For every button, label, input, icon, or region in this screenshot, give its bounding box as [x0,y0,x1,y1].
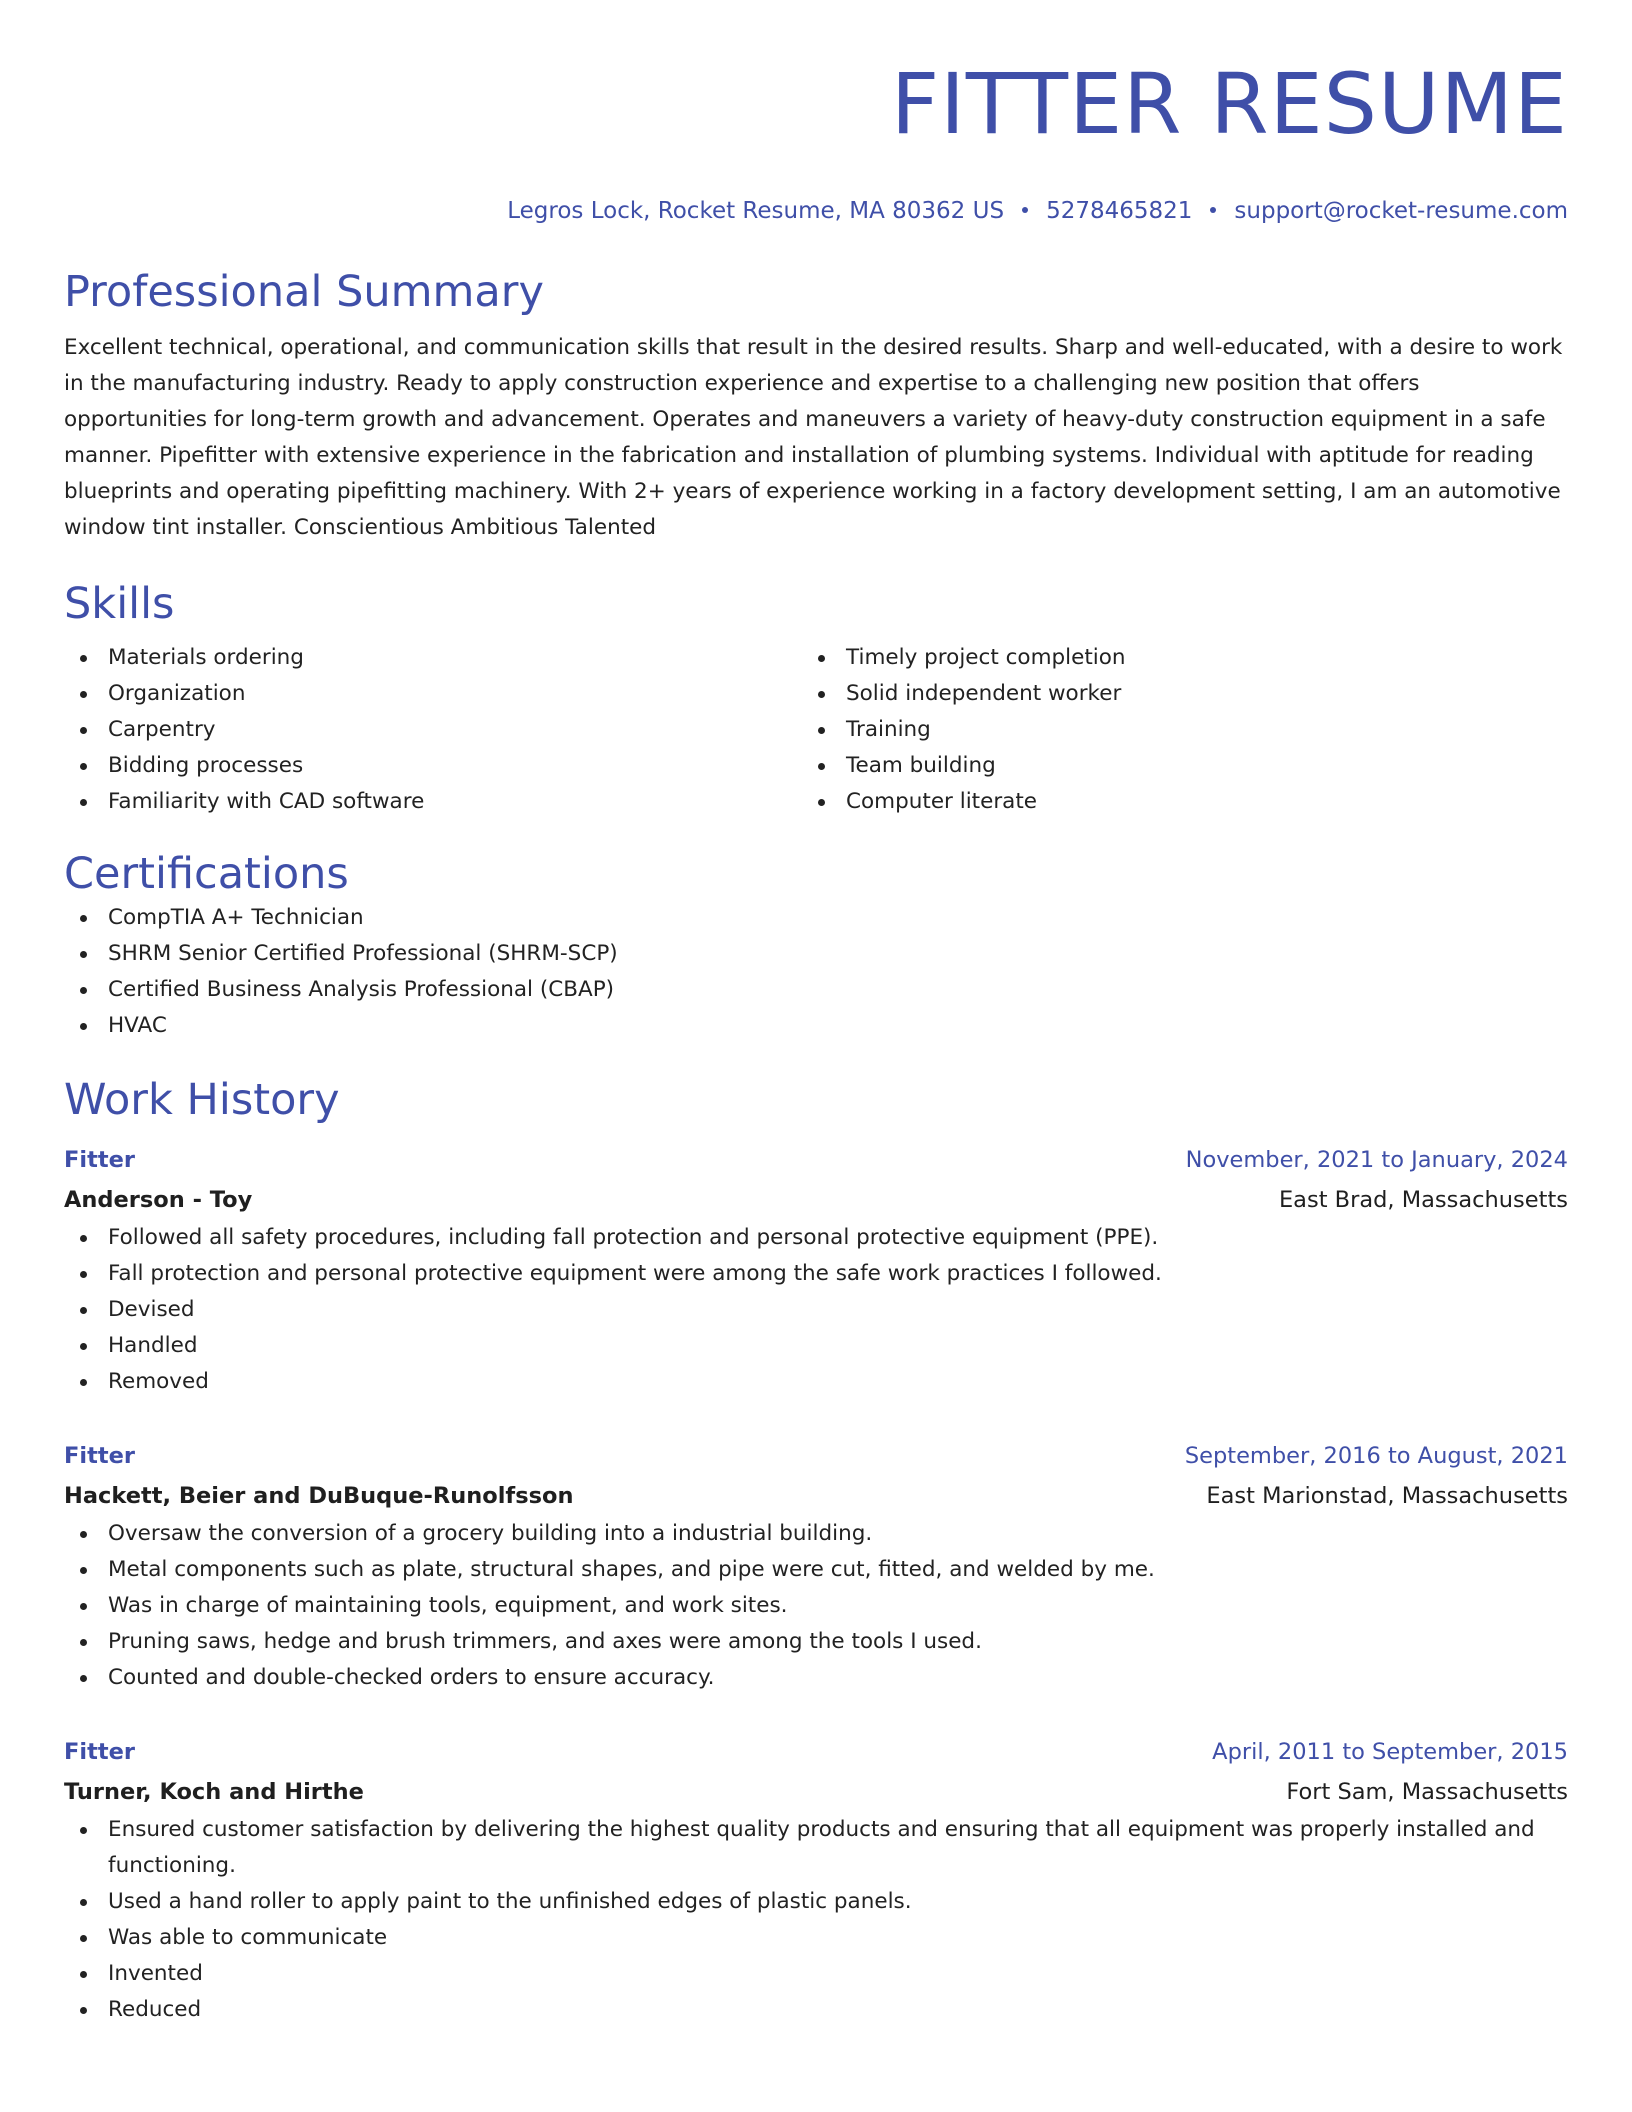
job-company-row [64,1476,1568,1516]
job-duty: Reduced [64,1992,1568,2028]
job-entry [64,1732,1568,2028]
job-duty: Metal components such as plate, structural shapes, and pipe were cut, fitted, and welded by me. [64,1552,1568,1588]
skills-list-left [64,640,802,820]
certifications-heading: Certifications [64,849,349,899]
job-duty: Devised [64,1292,1568,1328]
job-duty: Removed [64,1364,1568,1400]
job-duty: Was in charge of maintaining tools, equipment, and work sites. [64,1588,1568,1624]
contact-email[interactable]: support@rocket-resume.com [1234,198,1568,224]
job-dates: September, 2016 to August, 2021 [1184,1443,1568,1469]
job-duties-list [64,1220,1568,1400]
skill-item: Familiarity with CAD software [64,784,802,820]
job-duty: Was able to communicate [64,1920,1568,1956]
job-company: Turner, Koch and Hirthe [64,1779,364,1805]
skill-item: Timely project completion [802,640,1540,676]
job-duty: Handled [64,1328,1568,1364]
contact-address: Legros Lock, Rocket Resume, MA 80362 US [507,198,1005,224]
job-company: Anderson - Toy [64,1187,253,1213]
job-header-row [64,1436,1568,1476]
contact-line [64,196,1568,226]
summary-heading: Professional Summary [64,267,544,317]
skill-item: Bidding processes [64,748,802,784]
job-title: Fitter [64,1147,135,1173]
job-duty: Fall protection and personal protective equipment were among the safe work practices I followed. [64,1256,1568,1292]
job-duty: Oversaw the conversion of a grocery building into a industrial building. [64,1516,1568,1552]
skill-item: Training [802,712,1540,748]
job-title: Fitter [64,1443,135,1469]
job-entry [64,1140,1568,1400]
job-company-row [64,1180,1568,1220]
contact-separator [1210,207,1216,213]
job-entry [64,1436,1568,1696]
certifications-list [64,900,1568,1044]
job-dates: April, 2011 to September, 2015 [1212,1739,1568,1765]
skill-item: Team building [802,748,1540,784]
skill-item: Computer literate [802,784,1540,820]
certification-item: Certified Business Analysis Professional (CBAP) [64,972,1568,1008]
job-company-row [64,1772,1568,1812]
summary-text: Excellent technical, operational, and communication skills that result in the desired results. Sharp and well-educated, with a desire to work in the manufacturing industry. Ready to apply construction experience and expertise to a challenging new position that offers opportunities for long-term growth and advancement. Operates and maneuvers a variety of heavy-duty construction equipment in a safe manner. Pipefitter with extensive experience in the fabrication and installation of plumbing systems. Individual with aptitude for reading blueprints and operating pipefitting machinery. With 2+ years of experience working in a factory development setting, I am an automotive window tint installer. Conscientious Ambitious Talented [64,335,1563,540]
certification-item: SHRM Senior Certified Professional (SHRM-SCP) [64,936,1568,972]
skills-list-right [802,640,1540,820]
contact-separator [1022,207,1028,213]
job-duties-list [64,1516,1568,1696]
job-location: Fort Sam, Massachusetts [1286,1779,1568,1805]
job-duty: Used a hand roller to apply paint to the unfinished edges of plastic panels. [64,1884,1568,1920]
job-duty: Followed all safety procedures, including fall protection and personal protective equipment (PPE). [64,1220,1568,1256]
skill-item: Organization [64,676,802,712]
job-location: East Brad, Massachusetts [1278,1187,1568,1213]
work-history-heading: Work History [64,1075,340,1125]
skill-item: Materials ordering [64,640,802,676]
certification-item: CompTIA A+ Technician [64,900,1568,936]
job-duty: Invented [64,1956,1568,1992]
job-location: East Marionstad, Massachusetts [1206,1483,1568,1509]
contact-phone: 5278465821 [1046,198,1193,224]
resume-title: FITTER RESUME [890,55,1568,153]
job-title: Fitter [64,1739,135,1765]
job-header-row [64,1140,1568,1180]
job-header-row [64,1732,1568,1772]
skill-item: Solid independent worker [802,676,1540,712]
skill-item: Carpentry [64,712,802,748]
job-duties-list [64,1812,1568,2028]
skills-heading: Skills [64,579,175,629]
job-duty: Pruning saws, hedge and brush trimmers, and axes were among the tools I used. [64,1624,1568,1660]
job-duty: Counted and double-checked orders to ensure accuracy. [64,1660,1568,1696]
skills-columns [64,640,1568,820]
job-company: Hackett, Beier and DuBuque-Runolfsson [64,1483,574,1509]
certification-item: HVAC [64,1008,1568,1044]
job-duty: Ensured customer satisfaction by delivering the highest quality products and ensuring that all equipment was properly installed and functioning. [64,1812,1568,1884]
job-dates: November, 2021 to January, 2024 [1185,1147,1568,1173]
